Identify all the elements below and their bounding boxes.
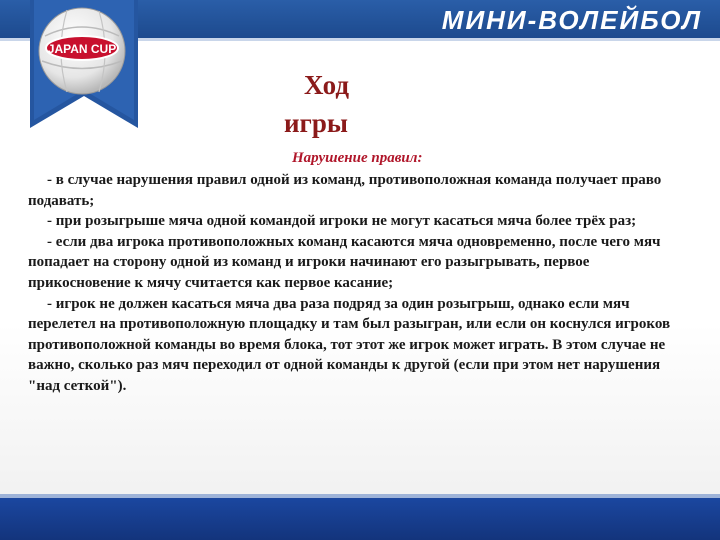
rule-paragraph: - если два игрока противоположных команд касаются мяча одновременно, после чего мяч попадает на сторону одной из команд и игроки начинают его разыгрывать, первое прикосновение к мячу считается как первое касание; bbox=[28, 233, 661, 291]
section-heading: Нарушение правил: bbox=[292, 150, 423, 166]
footer-band bbox=[0, 498, 720, 540]
header-title: МИНИ-ВОЛЕЙБОЛ bbox=[441, 5, 702, 35]
slide-title-line1: Ход bbox=[304, 70, 350, 100]
slide-title bbox=[276, 66, 396, 142]
slide-title-line2: игры bbox=[284, 108, 348, 138]
rule-paragraph: - игрок не должен касаться мяча два раза подряд за один розыгрыш, однако если мяч перелетел на противоположную площадку и там был разыгран, или если он коснулся игроков противоположной команды во время блока, тот этот же игрок может играть. В этом случае не важно, сколько раз мяч переходил от одной команды к другой (если при этом нет нарушения "над сеткой"). bbox=[28, 295, 671, 394]
logo-text: JAPAN CUP bbox=[47, 42, 117, 56]
rule-paragraph: - в случае нарушения правил одной из команд, противоположная команда получает право подавать; bbox=[28, 172, 662, 209]
rule-paragraph: - при розыгрыше мяча одной командой игроки не могут касаться мяча более трёх раз; bbox=[47, 213, 637, 230]
rules-text bbox=[28, 170, 692, 397]
volleyball-logo-icon bbox=[37, 6, 127, 96]
